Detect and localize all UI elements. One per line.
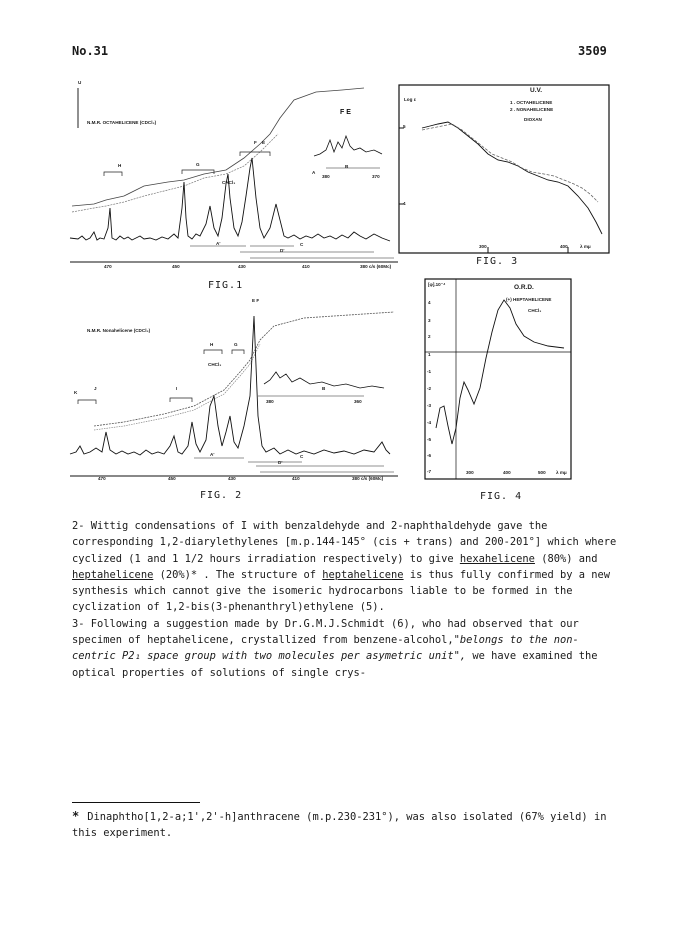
fig4-y-tick-11: -7	[427, 469, 432, 474]
fig2-range-a: A'	[210, 452, 215, 457]
fig2-peak-g: G	[234, 342, 238, 347]
para2-seg: is thus fully confirmed by a new synthesis which cannot give the isomeric hydrocarbons liable to be formed in the cyclization of 1,2-bis(3-phenanthryl)ethylene (5).	[72, 568, 611, 614]
fig4-caption: FIG. 4	[480, 491, 523, 502]
fig2-peak-ef: E F	[252, 298, 260, 303]
fig1-peak-g: G	[196, 162, 200, 167]
fig4-y-tick-3: 2	[428, 334, 431, 339]
para2-seg: (80%) and	[534, 552, 598, 565]
para3-seg: 3- Following a suggestion made by Dr.G.M.J.Schmidt (6), who had observed that our specimen of heptahelicene, crystallized from benzene-alcohol,	[72, 617, 579, 647]
fig2-tick-2: 450	[168, 476, 176, 481]
footnote-marker: *	[72, 809, 80, 823]
fig4-y-tick-8: -4	[427, 420, 432, 425]
fig2-tick-1: 470	[98, 476, 106, 481]
footnote-rule	[72, 802, 200, 803]
footnote	[72, 808, 620, 841]
fig4-solvent: CHCl₃	[528, 308, 542, 313]
heptahelicene-term: heptahelicene	[322, 568, 404, 581]
fig2-tick-3: 430	[228, 476, 236, 481]
fig1-peak-f: F	[254, 140, 257, 145]
fig2-inset-tick-2: 360	[354, 399, 362, 404]
fig4-subtitle: (+) HEPTAHELICENE	[506, 297, 552, 302]
svg-text:F E: F E	[340, 109, 351, 116]
fig2-title: N.M.R. Nonahelicene (CDCl₃)	[87, 328, 151, 333]
footnote-text: Dinaphtho[1,2-a;1',2'-h]anthracene (m.p.230-231°), was also isolated (67% yield) in this experiment.	[72, 811, 607, 839]
fig4-x-unit: λ mμ	[556, 470, 567, 475]
hexahelicene-term: hexahelicene	[459, 552, 535, 565]
fig2-peak-j: J	[94, 386, 97, 391]
fig2-chcl3: CHCl₃	[208, 362, 222, 367]
fig2-plot	[64, 296, 404, 480]
fig1-title: N.M.R. OCTAHELICENE (CDCl₃)	[87, 120, 157, 125]
fig2-peak-k: K	[74, 390, 78, 395]
fig4-y-tick-4: 1	[428, 352, 431, 357]
fig2-tick-4: 410	[292, 476, 300, 481]
fig1-range-c: C	[300, 242, 304, 247]
fig4-x-tick-500: 500	[538, 470, 546, 475]
fig3-x-tick-400: 400	[560, 244, 568, 249]
fig4-y-label: [φ].10⁻⁴	[428, 282, 446, 287]
fig4-y-tick-5: -1	[427, 369, 432, 374]
fig2-peak-h: H	[210, 342, 214, 347]
fig1-peak-e: E	[262, 140, 266, 145]
fig1-tick-1: 470	[104, 264, 112, 269]
para2-seg: (20%)* . The structure of	[153, 568, 323, 581]
fig4-plot	[424, 278, 572, 480]
fig4-y-tick-10: -6	[427, 453, 432, 458]
fig3-y-tick-4: 4	[403, 201, 406, 206]
fig2-caption: FIG. 2	[200, 490, 243, 501]
fig2-range-b: B	[322, 386, 326, 391]
fig1-peak-h: H	[118, 163, 122, 168]
fig3-plot	[398, 84, 610, 254]
fig1-inset-tick-2: 370	[372, 174, 380, 179]
fig3-x-tick-300: 300	[479, 244, 487, 249]
paragraph-3	[72, 616, 620, 681]
fig1-caption: FIG.1	[208, 280, 244, 291]
body-text	[72, 518, 620, 681]
fig1-inset-tick-1: 380	[322, 174, 330, 179]
page-number: 3509	[578, 44, 607, 58]
heptahelicene-term: heptahelicene	[72, 568, 154, 581]
fig4-y-tick-6: -2	[427, 386, 432, 391]
fig3-caption: FIG. 3	[476, 256, 519, 267]
journal-issue: No.31	[72, 44, 109, 58]
fig3-legend-1: 1 . OCTAHELICENE	[510, 100, 553, 105]
fig3-x-unit: λ mμ	[580, 244, 591, 249]
fig4-y-tick-9: -5	[427, 437, 432, 442]
fig1-tick-5: 380 c/s (60Mc)	[360, 264, 392, 269]
fig2-range-c: C	[300, 454, 304, 459]
fig4-y-tick-2: 3	[428, 318, 431, 323]
fig1-plot	[64, 78, 404, 268]
fig1-range-d: D'	[280, 248, 285, 253]
fig1-range-a: A'	[216, 241, 221, 246]
fig3-solvent: DIOXAN	[524, 117, 542, 122]
fig2-range-d: D'	[278, 460, 283, 465]
fig2-tick-5: 380 c/s (60Mc)	[352, 476, 384, 481]
fig3-y-label: Log ε	[404, 97, 416, 102]
fig3-y-tick-5: 5	[403, 124, 406, 129]
fig4-x-tick-300: 300	[466, 470, 474, 475]
fig1-tick-3: 430	[238, 264, 246, 269]
para2-seg: 2- Wittig condensations of I with benzaldehyde and 2-naphthaldehyde gave the corresponding 1,2-diarylethylenes [m.p.144-145° (cis + trans) and 200-201°] which where cyclized (1 and 1 1/2 hours irradiation respectively) to give	[72, 520, 617, 565]
fig1-tick-4: 410	[302, 264, 310, 269]
fig3-title: U.V.	[530, 87, 543, 94]
fig4-x-tick-400: 400	[503, 470, 511, 475]
fig1-tick-2: 450	[172, 264, 180, 269]
schmidt-quote: "belongs to the non-centric P2₁ space group with two molecules per asymetric unit",	[72, 634, 579, 663]
fig2-inset-tick-1: 380	[266, 399, 274, 404]
fig1-range-b: B	[345, 164, 349, 169]
fig2-peak-i: I	[176, 386, 178, 391]
fig1-peak-a: A	[312, 170, 316, 175]
para3-seg: we have examined the optical properties of solutions of single crys-	[72, 650, 598, 679]
fig1-axis-u: U	[78, 80, 82, 85]
fig3-legend-2: 2 . NONAHELICENE	[510, 107, 554, 112]
paragraph-2	[72, 518, 620, 616]
fig1-chcl3: CHCl₃	[222, 180, 236, 185]
fig4-y-tick-7: -3	[427, 403, 432, 408]
fig4-title: O.R.D.	[514, 284, 534, 291]
fig4-y-tick-1: 4	[428, 300, 431, 305]
